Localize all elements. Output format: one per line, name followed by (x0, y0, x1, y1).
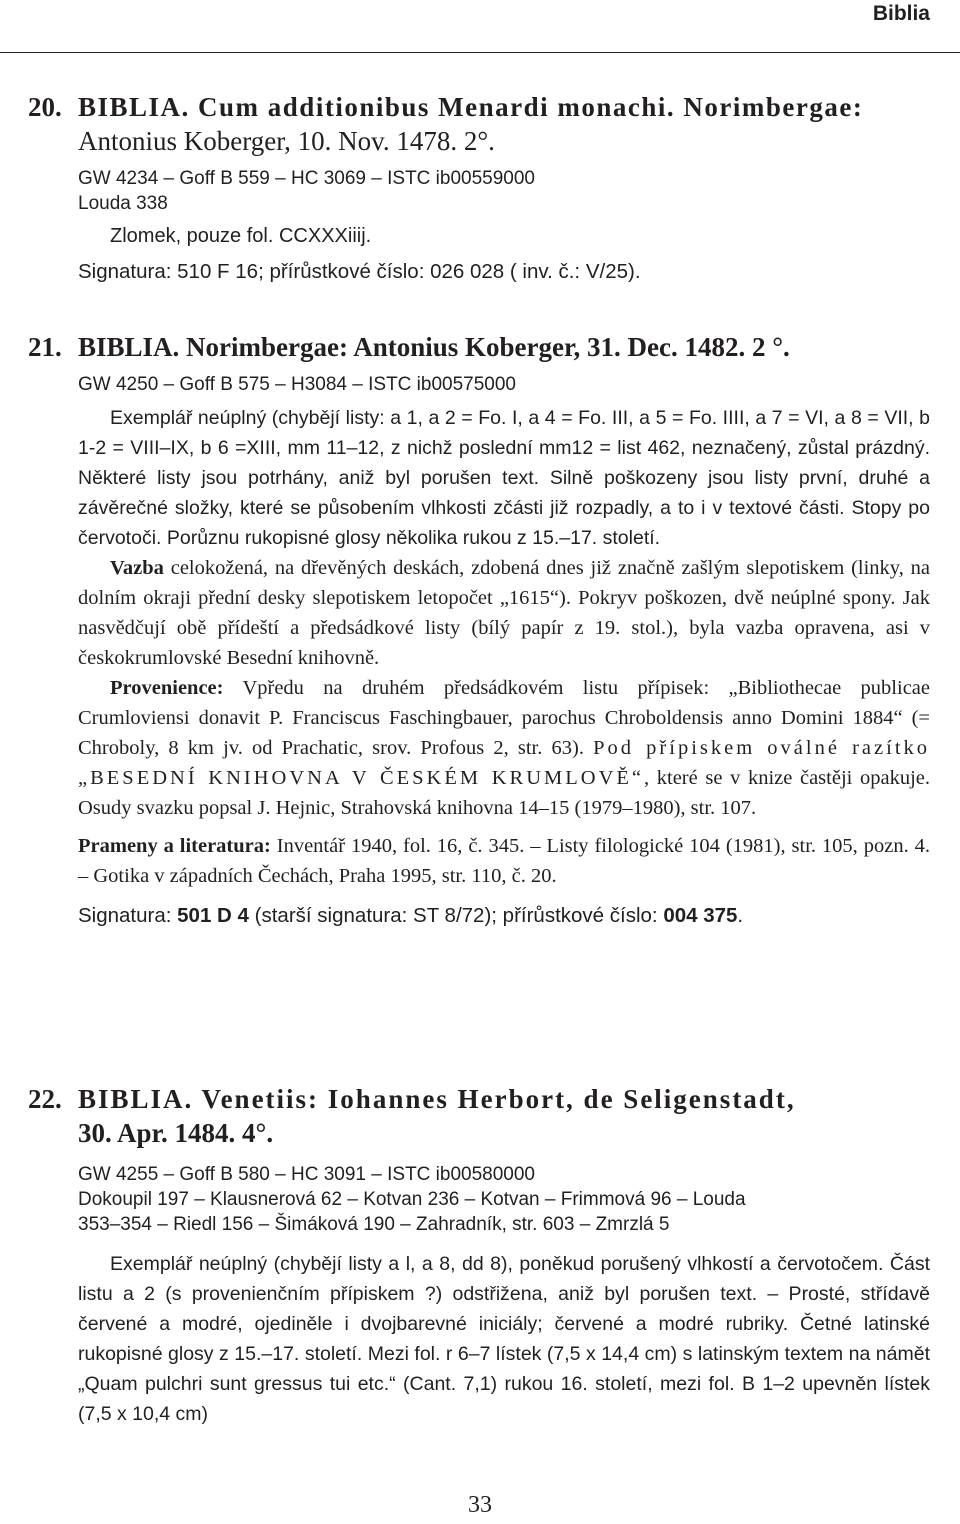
provenience-text-end: , které se v knize častěji opakuje. Osudy svazku popsal J. Hejnic, Strahovská knihovna 14–15 (1979–1980), str. 107. (78, 767, 930, 819)
signatura-label: Signatura: (78, 904, 178, 927)
entry-number: 22. (28, 1084, 62, 1114)
accession-number: 004 375 (663, 904, 738, 927)
entry-21 (28, 330, 930, 931)
entry-number: 21. (28, 332, 62, 362)
entry-20 (28, 90, 930, 284)
vazba-label: Vazba (110, 557, 164, 579)
entry-21-prameny (28, 831, 930, 891)
entry-21-refs: GW 4250 – Goff B 575 – H3084 – ISTC ib00575000 (78, 374, 516, 395)
entry-22-refs (28, 1162, 930, 1237)
signatura-value: 501 D 4 (177, 904, 249, 927)
refs-line: Dokoupil 197 – Klausnerová 62 – Kotvan 236 – Kotvan – Frimmová 96 – Louda (78, 1189, 746, 1210)
provenience-stamp-text: Pod přípiskem oválné razítko „BESEDNÍ KNIHOVNA V ČESKÉM KRUMLOVĚ“ (78, 737, 931, 789)
prameny-label: Prameny a literatura: (78, 835, 271, 857)
entry-title-line1: BIBLIA. Venetiis: Iohannes Herbort, de Seligenstadt, (78, 1084, 796, 1114)
page-number: 33 (468, 1492, 492, 1518)
entry-21-provenience (28, 673, 930, 823)
entry-title: BIBLIA. Norimbergae: Antonius Koberger, 31. Dec. 1482. 2 °. (78, 332, 790, 362)
entry-22-heading (28, 1082, 930, 1150)
entry-21-vazba (28, 553, 930, 673)
entry-20-heading (28, 90, 930, 158)
entry-title-line2: 30. Apr. 1484. 4°. (78, 1118, 274, 1148)
signatura-end: . (737, 904, 744, 927)
entry-number: 20. (28, 92, 62, 122)
entry-21-description: Exemplář neúplný (chybějí listy: a 1, a 2 = Fo. I, a 4 = Fo. III, a 5 = Fo. IIII, a 7 = VI, a 8 = VII, b 1-2 = VIII–IX, b 6 =XIII, mm 11–12, z nichž poslední mm12 = list 462, neznačený, zůstal prázdný. Některé listy jsou potrhány, aniž byl porušen text. Silně poškozeny jsou listy první, druhé a závěrečné složky, které se působením vlhkosti zčásti již rozpadly, a to i v textové části. Stopy po červotoči. Porůznu rukopisné glosy několika rukou z 15.–17. století. (78, 407, 930, 549)
provenience-text: Vpředu na druhém předsádkovém listu přípisek: „Bibliothecae publicae Crumloviensi donavit P. Franciscus Faschingbauer, parochus Chroboldensis anno Domini 1884“ (= Chroboly, 8 km jv. od Prachatic, srov. Profous 2, str. 63). (78, 677, 930, 759)
header-rule (0, 52, 960, 53)
signatura-middle: (starší signatura: ST 8/72); přírůstkové číslo: (248, 904, 664, 927)
entry-21-signatura (28, 901, 930, 931)
entry-20-refs (28, 166, 930, 216)
entry-title-line1: BIBLIA. Cum additionibus Menardi monachi. Norimbergae: (78, 92, 864, 122)
refs-line: GW 4234 – Goff B 559 – HC 3069 – ISTC ib00559000 (78, 168, 535, 189)
refs-line: 353–354 – Riedl 156 – Šimáková 190 – Zahradník, str. 603 – Zmrzlá 5 (78, 1214, 670, 1235)
entry-20-signatura: Signatura: 510 F 16; přírůstkové číslo: 026 028 ( inv. č.: V/25). (78, 260, 641, 283)
vazba-text: celokožená, na dřevěných deskách, zdobená dnes již značně zašlým slepotiskem (linky, na dolním okraji přední desky slepotiskem letopočet „1615“). Pokryv poškozen, dvě neúplné spony. Jak nasvědčují obě přídeští a předsádkové listy (bílý papír z 19. stol.), byla vazba opravena, asi v českokrumlovské Besední knihovně. (78, 557, 930, 669)
refs-line: Louda 338 (78, 193, 168, 214)
provenience-label: Provenience: (110, 677, 224, 699)
prameny-text: Inventář 1940, fol. 16, č. 345. – Listy filologické 104 (1981), str. 105, pozn. 4. – Gotika v západních Čechách, Praha 1995, str. 110, č. 20. (78, 835, 930, 887)
entry-20-note: Zlomek, pouze fol. CCXXXiiij. (110, 225, 372, 247)
entry-22 (28, 1082, 930, 1429)
entry-22-description: Exemplář neúplný (chybějí listy a l, a 8, dd 8), poněkud porušený vlhkostí a červotočem. Část listu a 2 (s provenienčním přípiskem ?) odstřižena, aniž byl porušen text. – Prosté, střídavě červené a modré, ojediněle i dvojbarevné iniciály; červené a modré rubriky. Četné latinské rukopisné glosy z 15.–17. století. Mezi fol. r 6–7 lístek (7,5 x 14,4 cm) s latinským textem na námět „Quam pulchri sunt gressus tui etc.“ (Cant. 7,1) rukou 16. století, mezi fol. B 1–2 upevněn lístek (7,5 x 10,4 cm) (78, 1253, 930, 1425)
entry-title-line2: Antonius Koberger, 10. Nov. 1478. 2°. (78, 126, 495, 156)
refs-line: GW 4255 – Goff B 580 – HC 3091 – ISTC ib00580000 (78, 1164, 535, 1185)
entry-21-heading (28, 330, 930, 364)
running-header: Biblia (872, 2, 930, 25)
